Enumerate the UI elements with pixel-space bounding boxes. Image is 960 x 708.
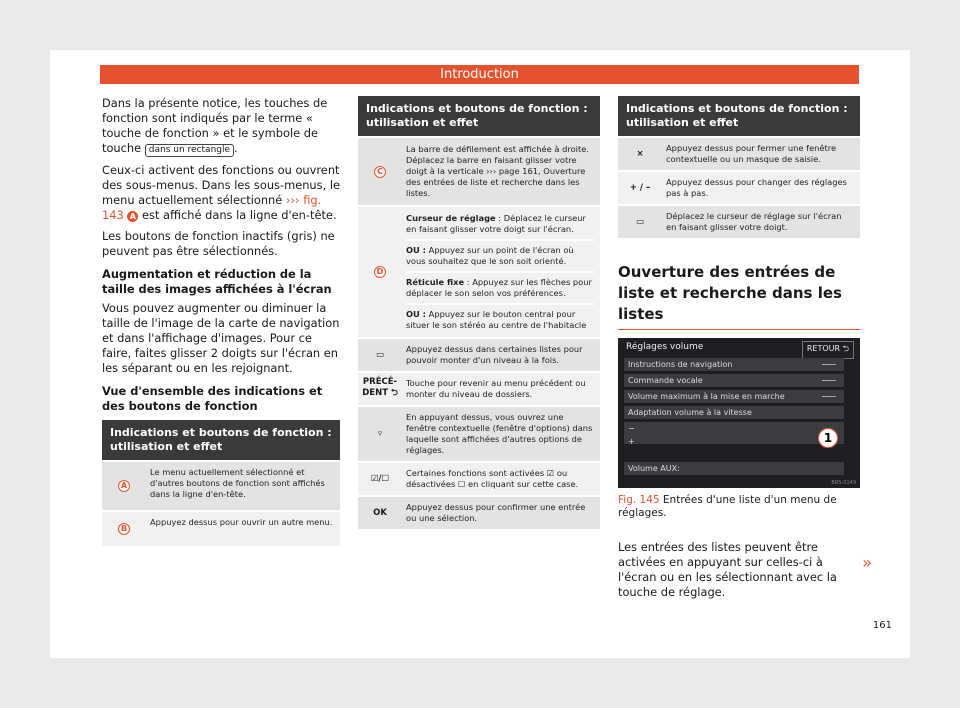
plus-minus-icon: + / – [629, 183, 651, 193]
volume-slider[interactable]: − + [624, 422, 844, 444]
list-item[interactable]: Volume maximum à la mise en marche [624, 390, 844, 403]
zoom-paragraph: Vous pouvez augmenter ou diminuer la taille de l'image de la carte de navigation et dans l'affichage d'images. Pour ce faire, faites glisser 2 doigts sur l'écran en les séparant ou en les rejoignant. [102, 301, 340, 375]
table-row: + / – Appuyez dessus pour changer des réglages pas à pas. [618, 170, 860, 204]
table-row: B Appuyez dessus pour ouvrir un autre menu. [102, 510, 340, 546]
continue-mark: » [862, 553, 872, 572]
marker-d-icon: D [374, 266, 386, 278]
key-symbol: dans un rectangle [145, 144, 234, 157]
checkbox-icon: ☑/☐ [370, 474, 390, 484]
list-paragraph: Les entrées des listes peuvent être activées en appuyant sur celles-ci à l'écran ou en les sélectionnant avec la touche de réglage. [618, 540, 837, 599]
table-row: × Appuyez dessus pour fermer une fenêtre contextuelle ou un masque de saisie. [618, 136, 860, 170]
figure-caption: Fig. 145 Entrées d'une liste d'un menu de réglages. [618, 494, 837, 519]
folder-icon: ▭ [375, 350, 385, 360]
submenu-paragraph: Ceux-ci activent des fonctions ou ouvrent des sous-menus. Dans les sous-menus, le menu actuellement sélectionné ››› fig. 143 A est affiché dans la ligne d'en-tête. [102, 163, 340, 222]
table-header: Indications et boutons de fonction : utilisation et effet [102, 420, 340, 460]
table-row: ▿ En appuyant dessus, vous ouvrez une fenêtre contextuelle (fenêtre d'options) dans laquelle sont affichées d'autres options de réglages. [358, 405, 600, 461]
chapter-header: Introduction [100, 65, 859, 84]
column-3 [618, 96, 860, 606]
screen-figure [618, 338, 860, 488]
zoom-heading: Augmentation et réduction de la taille des images affichées à l'écran [102, 267, 332, 296]
page-number: 161 [872, 620, 892, 631]
column-1 [102, 96, 340, 546]
figure-link[interactable]: ››› fig. 143 [102, 193, 322, 222]
marker-b-icon: B [118, 523, 130, 535]
table-header: Indications et boutons de fonction : utilisation et effet [618, 96, 860, 136]
table-row: ▭ Déplacez le curseur de réglage sur l'écran en faisant glisser votre doigt. [618, 204, 860, 238]
table-row: ▭ Appuyez dessus dans certaines listes pour pouvoir monter d'un niveau à la fois. [358, 337, 600, 371]
table-row: PRÉCÉ-DENT ⮌ Touche pour revenir au menu précédent ou monter du niveau de dossiers. [358, 371, 600, 405]
table-row: D Curseur de réglage : Déplacez le curseur en faisant glisser votre doigt sur l'écran. OU : Appuyez sur un point de l'écran où vous souhaitez que le son soit orienté. Réticule fixe : Appuyez sur les flèches pour déplacer le son selon vos préférences. OU : Appuyez sur le bouton central pour situer le son stéréo au centre de l'habitacle [358, 205, 600, 337]
intro-paragraph: Dans la présente notice, les touches de fonction sont indiqués par le terme « touche de fonction » et le symbole de touche dans un rectangle . [102, 96, 328, 155]
marker-a-icon: A [118, 480, 130, 492]
marker-c-icon: C [374, 166, 386, 178]
dropdown-icon: ▿ [377, 429, 383, 439]
figure-code: BRS-0149 [831, 480, 856, 486]
table-header: Indications et boutons de fonction : utilisation et effet [358, 96, 600, 136]
list-item[interactable]: Adaptation volume à la vitesse [624, 406, 844, 419]
inactive-paragraph: Les boutons de fonction inactifs (gris) ne peuvent pas être sélectionnés. [102, 229, 335, 258]
function-table-1 [102, 420, 340, 546]
table-row: OK Appuyez dessus pour confirmer une entrée ou une sélection. [358, 495, 600, 529]
table-row: A Le menu actuellement sélectionné et d'autres boutons de fonction sont affichés dans la ligne d'en-tête. [102, 460, 340, 510]
close-icon: × [636, 149, 644, 159]
table-row: ☑/☐ Certaines fonctions sont activées ☑ ou désactivées ☐ en cliquant sur cette case. [358, 461, 600, 495]
screen-title: Réglages volume [626, 342, 704, 352]
list-item[interactable]: Commande vocale [624, 374, 844, 387]
back-button[interactable]: RETOUR ⮌ [802, 341, 854, 359]
column-2 [358, 96, 600, 529]
section-title: Ouverture des entrées de liste et recherche dans les listes [618, 262, 860, 330]
list-item[interactable]: Instructions de navigation [624, 358, 844, 371]
callout-1: 1 [818, 428, 838, 448]
back-key: PRÉCÉ-DENT ⮌ [362, 377, 398, 398]
overview-heading: Vue d'ensemble des indications et des boutons de fonction [102, 384, 323, 413]
marker-a-icon: A [127, 211, 138, 222]
table-row: C La barre de défilement est affichée à droite. Déplacez la barre en faisant glisser votre doigt à la verticale ››› page 161, Ouverture des entrées de liste et recherche dans les listes. [358, 136, 600, 205]
ok-key: OK [373, 508, 387, 518]
slider-icon: ▭ [635, 217, 645, 227]
list-item[interactable]: Volume AUX: [624, 462, 844, 475]
